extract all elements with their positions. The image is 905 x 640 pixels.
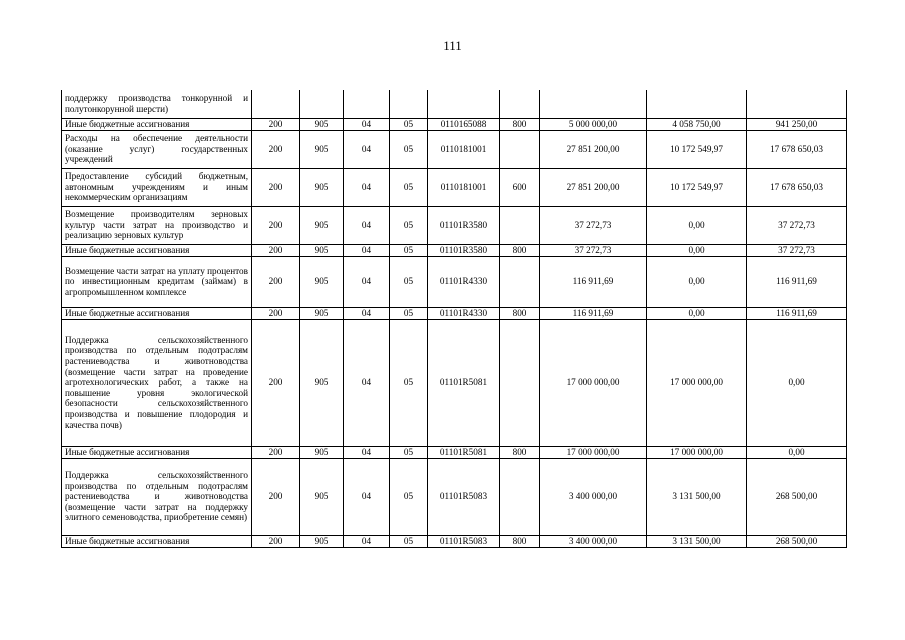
code-cell: 04 — [344, 244, 390, 256]
budget-table — [61, 90, 847, 548]
code-cell — [428, 90, 500, 118]
row-name: Поддержка сельскохозяйственного производства по отдельным подотраслям растениеводства и животноводства (возмещение части затрат на поддержку элитного семеноводства, приобретение семян) — [62, 458, 252, 535]
amount-cell: 0,00 — [647, 206, 747, 244]
code-cell — [390, 90, 428, 118]
code-cell: 905 — [300, 256, 344, 307]
code-cell: 05 — [390, 130, 428, 168]
row-name: Иные бюджетные ассигнования — [62, 244, 252, 256]
amount-cell: 37 272,73 — [540, 244, 647, 256]
table-row — [62, 244, 847, 256]
amount-cell: 116 911,69 — [747, 307, 847, 319]
amount-cell: 17 000 000,00 — [540, 319, 647, 446]
amount-cell — [540, 90, 647, 118]
code-cell: 200 — [252, 446, 300, 458]
code-cell: 05 — [390, 118, 428, 130]
amount-cell: 116 911,69 — [747, 256, 847, 307]
row-name: Иные бюджетные ассигнования — [62, 118, 252, 130]
table-row — [62, 535, 847, 547]
code-cell: 905 — [300, 130, 344, 168]
amount-cell: 10 172 549,97 — [647, 130, 747, 168]
code-cell: 200 — [252, 168, 300, 206]
code-cell: 04 — [344, 307, 390, 319]
amount-cell: 0,00 — [647, 307, 747, 319]
amount-cell — [747, 90, 847, 118]
code-cell: 04 — [344, 256, 390, 307]
code-cell: 05 — [390, 206, 428, 244]
amount-cell: 5 000 000,00 — [540, 118, 647, 130]
amount-cell: 17 000 000,00 — [647, 319, 747, 446]
table-row — [62, 130, 847, 168]
table-row — [62, 118, 847, 130]
code-cell: 05 — [390, 168, 428, 206]
amount-cell: 941 250,00 — [747, 118, 847, 130]
amount-cell: 27 851 200,00 — [540, 168, 647, 206]
code-cell: 01101R3580 — [428, 244, 500, 256]
code-cell: 04 — [344, 130, 390, 168]
table-row — [62, 256, 847, 307]
amount-cell: 0,00 — [647, 244, 747, 256]
amount-cell: 3 400 000,00 — [540, 535, 647, 547]
row-name: Предоставление субсидий бюджетным, автономным учреждениям и иным некоммерческим организациям — [62, 168, 252, 206]
code-cell: 01101R5083 — [428, 535, 500, 547]
amount-cell: 3 131 500,00 — [647, 535, 747, 547]
code-cell: 905 — [300, 535, 344, 547]
code-cell: 200 — [252, 307, 300, 319]
code-cell: 200 — [252, 118, 300, 130]
code-cell: 200 — [252, 256, 300, 307]
code-cell: 905 — [300, 206, 344, 244]
code-cell: 05 — [390, 244, 428, 256]
row-name: Расходы на обеспечение деятельности (оказание услуг) государственных учреждений — [62, 130, 252, 168]
code-cell: 04 — [344, 168, 390, 206]
code-cell: 04 — [344, 319, 390, 446]
code-cell: 0110181001 — [428, 168, 500, 206]
code-cell: 05 — [390, 256, 428, 307]
code-cell: 04 — [344, 118, 390, 130]
table-row — [62, 206, 847, 244]
row-name: Иные бюджетные ассигнования — [62, 535, 252, 547]
code-cell: 905 — [300, 458, 344, 535]
table-row — [62, 307, 847, 319]
code-cell: 905 — [300, 307, 344, 319]
code-cell: 01101R3580 — [428, 206, 500, 244]
code-cell: 01101R5081 — [428, 446, 500, 458]
code-cell: 905 — [300, 168, 344, 206]
amount-cell: 4 058 750,00 — [647, 118, 747, 130]
code-cell: 200 — [252, 319, 300, 446]
code-cell: 01101R4330 — [428, 307, 500, 319]
code-cell: 05 — [390, 319, 428, 446]
code-cell: 800 — [500, 446, 540, 458]
amount-cell: 116 911,69 — [540, 307, 647, 319]
row-name: Иные бюджетные ассигнования — [62, 446, 252, 458]
code-cell: 04 — [344, 458, 390, 535]
amount-cell: 0,00 — [647, 256, 747, 307]
amount-cell: 268 500,00 — [747, 535, 847, 547]
amount-cell: 17 000 000,00 — [540, 446, 647, 458]
code-cell: 200 — [252, 244, 300, 256]
code-cell — [344, 90, 390, 118]
code-cell — [300, 90, 344, 118]
code-cell: 905 — [300, 118, 344, 130]
row-name: Иные бюджетные ассигнования — [62, 307, 252, 319]
code-cell: 800 — [500, 244, 540, 256]
amount-cell: 268 500,00 — [747, 458, 847, 535]
code-cell: 200 — [252, 458, 300, 535]
amount-cell: 3 400 000,00 — [540, 458, 647, 535]
code-cell: 05 — [390, 446, 428, 458]
code-cell: 0110165088 — [428, 118, 500, 130]
code-cell: 905 — [300, 244, 344, 256]
code-cell — [252, 90, 300, 118]
code-cell: 05 — [390, 458, 428, 535]
code-cell — [500, 130, 540, 168]
amount-cell — [647, 90, 747, 118]
page-number: 111 — [443, 38, 462, 53]
code-cell — [500, 458, 540, 535]
code-cell: 905 — [300, 446, 344, 458]
code-cell — [500, 206, 540, 244]
row-name: Поддержка сельскохозяйственного производства по отдельным подотраслям растениеводства и животноводства (возмещение части затрат на проведение агротехнологических работ, а также на повышение уровня экологической безопасности сельскохозяйственного производства и повышение плодородия и качества почв) — [62, 319, 252, 446]
amount-cell: 37 272,73 — [540, 206, 647, 244]
amount-cell: 37 272,73 — [747, 244, 847, 256]
code-cell: 200 — [252, 535, 300, 547]
code-cell: 05 — [390, 307, 428, 319]
code-cell: 905 — [300, 319, 344, 446]
amount-cell: 10 172 549,97 — [647, 168, 747, 206]
code-cell: 800 — [500, 118, 540, 130]
code-cell: 04 — [344, 206, 390, 244]
amount-cell: 17 000 000,00 — [647, 446, 747, 458]
code-cell: 800 — [500, 535, 540, 547]
row-name: Возмещение производителям зерновых культур части затрат на производство и реализацию зерновых культур — [62, 206, 252, 244]
code-cell: 200 — [252, 206, 300, 244]
amount-cell: 27 851 200,00 — [540, 130, 647, 168]
code-cell: 01101R5081 — [428, 319, 500, 446]
amount-cell: 3 131 500,00 — [647, 458, 747, 535]
amount-cell: 116 911,69 — [540, 256, 647, 307]
amount-cell: 17 678 650,03 — [747, 130, 847, 168]
amount-cell: 0,00 — [747, 446, 847, 458]
code-cell: 0110181001 — [428, 130, 500, 168]
amount-cell: 37 272,73 — [747, 206, 847, 244]
code-cell: 05 — [390, 535, 428, 547]
code-cell — [500, 256, 540, 307]
code-cell: 04 — [344, 535, 390, 547]
code-cell: 800 — [500, 307, 540, 319]
code-cell — [500, 90, 540, 118]
row-name: поддержку производства тонкорунной и полутонкорунной шерсти) — [62, 90, 252, 118]
code-cell: 200 — [252, 130, 300, 168]
code-cell — [500, 319, 540, 446]
table-row — [62, 168, 847, 206]
code-cell: 04 — [344, 446, 390, 458]
table-row — [62, 90, 847, 118]
table-row — [62, 319, 847, 446]
table-row — [62, 446, 847, 458]
amount-cell: 0,00 — [747, 319, 847, 446]
table-row — [62, 458, 847, 535]
amount-cell: 17 678 650,03 — [747, 168, 847, 206]
row-name: Возмещение части затрат на уплату процентов по инвестиционным кредитам (займам) в агропромышленном комплексе — [62, 256, 252, 307]
code-cell: 600 — [500, 168, 540, 206]
code-cell: 01101R5083 — [428, 458, 500, 535]
code-cell: 01101R4330 — [428, 256, 500, 307]
